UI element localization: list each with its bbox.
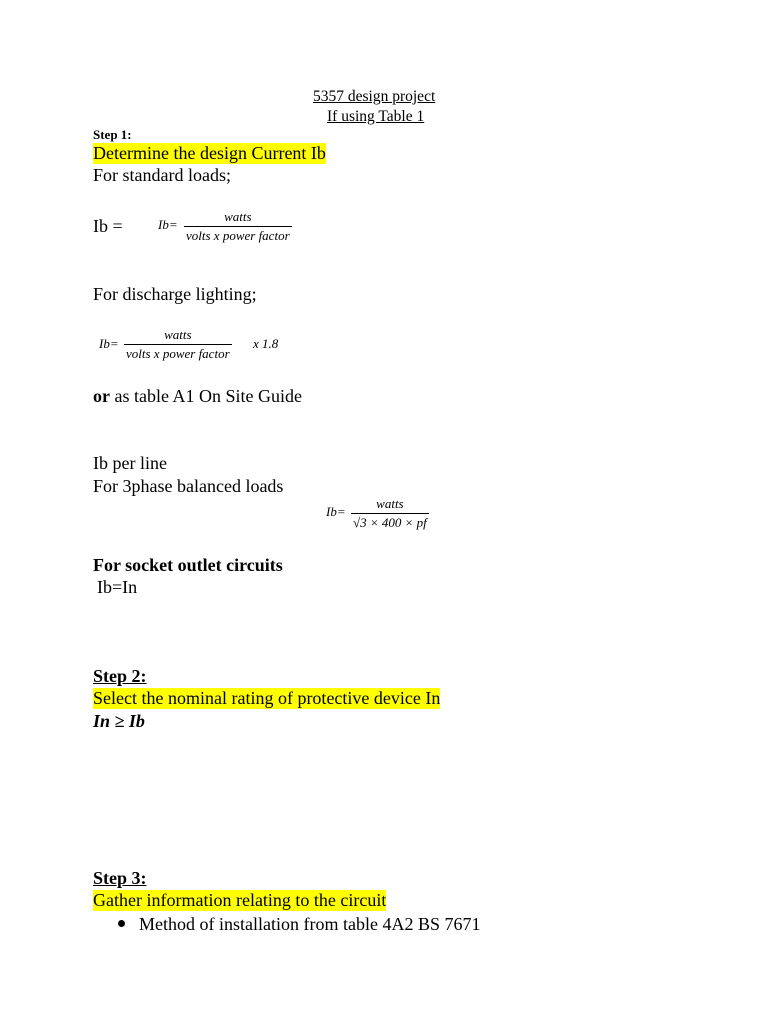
formula2-denominator: volts x power factor bbox=[126, 346, 230, 361]
three-phase-text: For 3phase balanced loads bbox=[93, 476, 284, 496]
step2-inequality: In ≥ Ib bbox=[93, 711, 145, 731]
ib-prefix: Ib = bbox=[93, 216, 123, 236]
socket-outlet-equation: Ib=In bbox=[97, 577, 138, 597]
bullet-dot bbox=[118, 920, 125, 927]
ib-per-line-text: Ib per line bbox=[93, 453, 167, 473]
formula1-lhs: Ib= bbox=[158, 217, 178, 232]
step3-label: Step 3: bbox=[93, 868, 147, 888]
standard-loads-text: For standard loads; bbox=[93, 165, 231, 185]
socket-outlet-heading: For socket outlet circuits bbox=[93, 555, 283, 575]
formula3-fraction bbox=[351, 496, 429, 531]
formula3-lhs: Ib= bbox=[326, 504, 346, 519]
document-title: 5357 design project bbox=[313, 88, 436, 105]
step2-heading: Select the nominal rating of protective device In bbox=[93, 688, 441, 708]
formula3-denominator: √3 × 400 × pf bbox=[353, 515, 427, 530]
step1-heading: Determine the design Current Ib bbox=[93, 143, 326, 163]
formula2-lhs: Ib= bbox=[99, 336, 119, 351]
formula3-numerator: watts bbox=[376, 496, 404, 511]
formula2-fraction bbox=[124, 327, 232, 362]
document-subtitle: If using Table 1 bbox=[327, 108, 425, 125]
or-rest: as table A1 On Site Guide bbox=[110, 386, 302, 406]
step2-label: Step 2: bbox=[93, 666, 147, 686]
discharge-lighting-text: For discharge lighting; bbox=[93, 284, 257, 304]
formula2-numerator: watts bbox=[164, 327, 192, 342]
step3-heading: Gather information relating to the circuit bbox=[93, 890, 387, 910]
formula1-numerator: watts bbox=[224, 209, 252, 224]
formula2-suffix: x 1.8 bbox=[253, 336, 279, 351]
or-word: or bbox=[93, 386, 110, 406]
list-item: Method of installation from table 4A2 BS 7671 bbox=[139, 914, 481, 934]
formula1-fraction bbox=[184, 209, 292, 244]
formula1-denominator: volts x power factor bbox=[186, 228, 290, 243]
step1-label: Step 1: bbox=[93, 127, 132, 142]
or-table-a1-text bbox=[93, 386, 302, 407]
